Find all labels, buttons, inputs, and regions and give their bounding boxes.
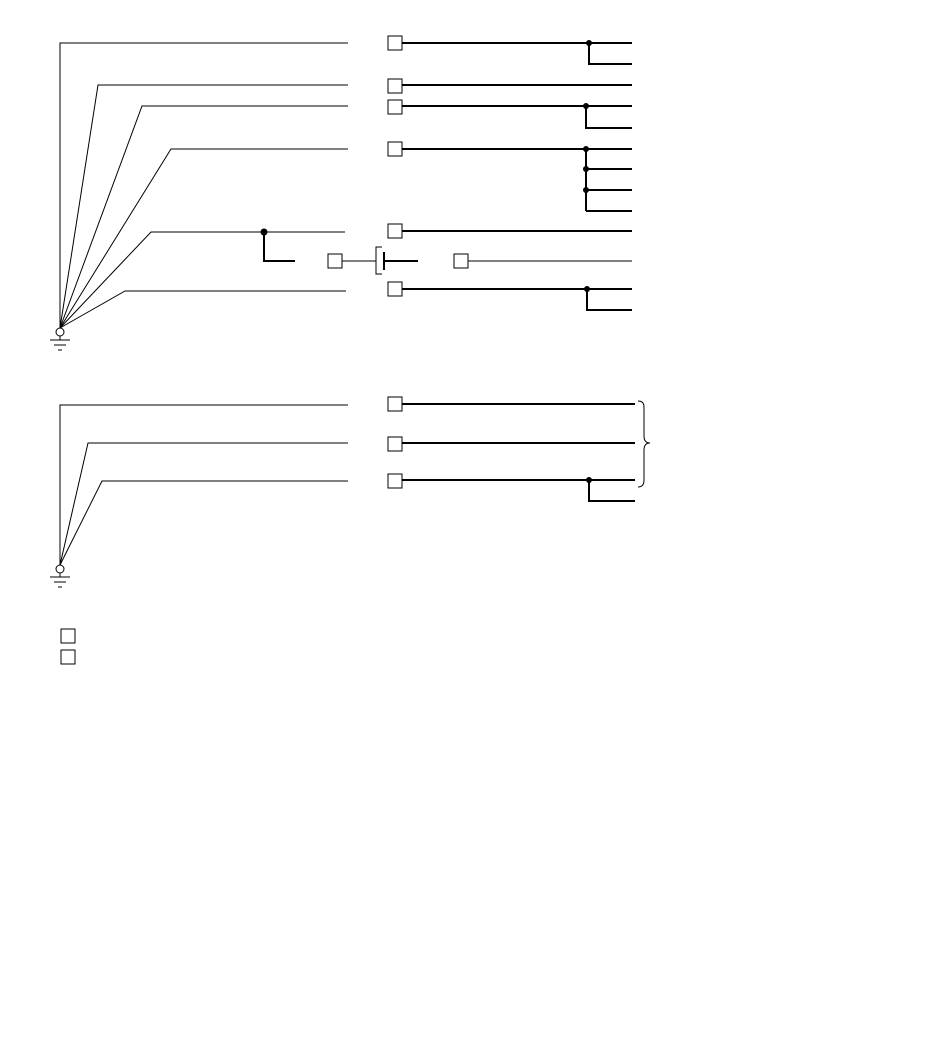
circuit-d1 bbox=[388, 397, 635, 411]
fan-wire-c3 bbox=[60, 106, 348, 328]
fan-wire-d3 bbox=[60, 481, 348, 565]
connector-box-icon bbox=[328, 254, 342, 268]
lower-circuit-group bbox=[50, 397, 650, 587]
fan-wire-c5 bbox=[60, 232, 345, 328]
circuit-c6 bbox=[388, 282, 632, 310]
circuit-d3 bbox=[388, 474, 635, 501]
lower-ground-fan bbox=[60, 405, 348, 565]
connector-box-icon bbox=[388, 79, 402, 93]
connector-box-icon bbox=[454, 254, 468, 268]
grouping-bracket-icon bbox=[638, 401, 650, 487]
fan-wire-c1 bbox=[60, 43, 348, 328]
connector-box-icon bbox=[388, 474, 402, 488]
fan-wire-c4 bbox=[60, 149, 348, 328]
connector-box-icon bbox=[388, 142, 402, 156]
splice-c5 bbox=[261, 229, 296, 262]
legend bbox=[61, 629, 75, 664]
legend-box-icon bbox=[61, 629, 75, 643]
circuit-c3 bbox=[388, 100, 632, 128]
connector-box-icon bbox=[388, 224, 402, 238]
circuit-d2 bbox=[388, 437, 635, 451]
legend-box-icon bbox=[61, 650, 75, 664]
fan-wire-d1 bbox=[60, 405, 348, 565]
circuit-c1 bbox=[388, 36, 632, 64]
upper-ground-fan bbox=[60, 43, 348, 328]
connector-box-icon bbox=[388, 36, 402, 50]
ground-icon bbox=[50, 565, 70, 587]
fan-wire-c2 bbox=[60, 85, 348, 328]
circuit-c4 bbox=[388, 142, 632, 211]
circuit-c5b bbox=[328, 247, 632, 274]
connector-box-icon bbox=[388, 437, 402, 451]
circuit-c5 bbox=[388, 224, 632, 238]
circuit-c2 bbox=[388, 79, 632, 93]
upper-circuit-group bbox=[50, 36, 632, 350]
connector-box-icon bbox=[388, 100, 402, 114]
ground-icon bbox=[50, 328, 70, 350]
capacitor-icon bbox=[376, 247, 418, 274]
connector-box-icon bbox=[388, 282, 402, 296]
fan-wire-c6 bbox=[60, 291, 346, 328]
fan-wire-d2 bbox=[60, 443, 348, 565]
connector-box-icon bbox=[388, 397, 402, 411]
